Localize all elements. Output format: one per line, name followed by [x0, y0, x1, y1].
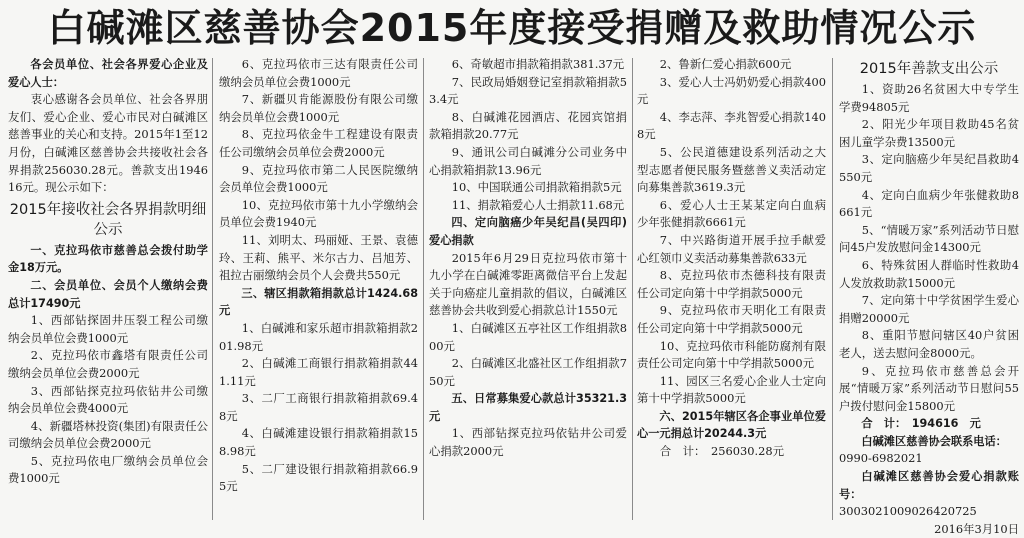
list-item: 7、民政局婚姻登记室捐款箱捐款53.4元: [429, 74, 627, 107]
list-item: 7、中兴路街道开展手拉手献爱心红领巾义卖活动募集善款633元: [637, 232, 826, 265]
column-divider: [212, 58, 213, 520]
list-item: 2、白碱滩区北盛社区工作组捐款750元: [429, 356, 627, 388]
list-item: 2、鲁新仁爱心捐款600元: [659, 57, 792, 71]
account-number: 3003021009026420725: [839, 504, 977, 519]
list-item: 4、白碱滩建设银行捐款箱捐款158.98元: [219, 426, 418, 459]
list-item: 9、克拉玛依市第二人民医院缴纳会员单位会费1000元: [219, 162, 418, 195]
list-item: 11、刘明太、玛丽娅、王景、袁德玲、王莉、熊平、米尔古力、吕旭芳、祖拉古丽缴纳会员个人会费共550元: [219, 232, 418, 283]
donations-total: 合 计： 256030.28元: [659, 444, 785, 459]
notice-date: 2016年3月10日: [934, 521, 1019, 536]
list-item: 3、二厂工商银行捐款箱捐款69.48元: [219, 391, 418, 423]
column-divider: [832, 58, 833, 520]
list-item: 4、新疆塔林投资(集团)有限责任公司缴纳会员单位会费2000元: [8, 418, 208, 451]
column-5: [835, 56, 1023, 536]
contact-phone: 0990-6982021: [839, 451, 923, 466]
column-2: [215, 56, 422, 523]
section-heading: 五、日常募集爱心款总计35321.3元: [429, 392, 627, 423]
list-item: 8、重阳节慰问辖区40户贫困老人，送去慰问金8000元。: [839, 328, 1019, 360]
list-item: 4、定向白血病少年张健救助8661元: [839, 187, 1019, 220]
list-item: 9、克拉玛依市天明化工有限责任公司定向第十中学捐款5000元: [637, 303, 826, 335]
list-item: 1、白碱滩和家乐超市捐款箱捐款201.98元: [219, 320, 418, 353]
list-item: 8、克拉玛依金牛工程建设有限责任公司缴纳会员单位会费2000元: [219, 127, 418, 159]
list-item: 5、克拉玛依电厂缴纳会员单位会费1000元: [8, 453, 208, 486]
list-item: 9、通讯公司白碱滩分公司业务中心捐款箱捐款13.96元: [429, 144, 627, 177]
list-item: 7、新疆贝肯能源股份有限公司缴纳会员单位会费1000元: [219, 92, 418, 124]
list-item: 1、白碱滩区五亭社区工作组捐款800元: [429, 320, 627, 353]
account-label: 白碱滩区慈善协会爱心捐款账号：: [839, 470, 1019, 501]
list-item: 6、克拉玛依市三达有限责任公司缴纳会员单位会费1000元: [219, 57, 418, 89]
section-heading: 六、2015年辖区各企事业单位爱心一元捐总计20244.3元: [637, 409, 826, 441]
column-divider: [423, 58, 424, 520]
list-item: 2、白碱滩工商银行捐款箱捐款441.11元: [219, 356, 418, 388]
list-item: 4、李志萍、李兆智爱心捐款1408元: [637, 109, 826, 142]
list-item: 11、园区三名爱心企业人士定向第十中学捐款5000元: [637, 373, 826, 406]
section-heading: 三、辖区捐款箱捐款总计1424.68元: [219, 286, 418, 318]
contact-label: 白碱滩区慈善协会联系电话：: [861, 434, 1007, 448]
list-item: 2、阳光少年项目救助45名贫困儿童学杂费13500元: [839, 117, 1019, 149]
list-item: 11、捐款箱爱心人士捐款11.68元: [451, 197, 625, 212]
list-item: 2、克拉玛依市鑫塔有限责任公司缴纳会员单位会费2000元: [8, 348, 208, 380]
intro-paragraph: 衷心感谢各会员单位、社会各界朋友们、爱心企业、爱心市民对白碱滩区慈善事业的关心和支持。2015年1至12月份，白碱滩区慈善协会共接收社会各界捐款256030.28元。善款支出194616元。现公示如下：: [8, 92, 208, 195]
greeting: 各会员单位、社会各界爱心企业及爱心人士：: [8, 58, 208, 89]
list-item: 10、克拉玛依市第十九小学缴纳会员单位会费1940元: [219, 197, 418, 230]
column-3: [425, 56, 631, 523]
donations-heading: 2015年接收社会各界捐款明细公示: [9, 201, 207, 238]
list-item: 6、奇敏超市捐款箱捐款381.37元: [451, 57, 625, 71]
list-item: 8、克拉玛依市杰德科技有限责任公司定向第十中学捐款5000元: [637, 268, 826, 300]
list-item: 5、二厂建设银行捐款箱捐款66.95元: [219, 461, 418, 494]
list-item: 10、克拉玛依市科能防腐剂有限责任公司定向第十中学捐款5000元: [637, 338, 826, 371]
list-item: 1、西部钻探固井压裂工程公司缴纳会员单位会费1000元: [8, 313, 208, 345]
list-item: 5、“情暖万家”系列活动节日慰问45户发放慰问金14300元: [839, 222, 1019, 255]
list-item: 3、爱心人士冯奶奶爱心捐款400元: [637, 74, 826, 107]
list-item: 8、白碱滩花园酒店、花园宾馆捐款箱捐款20.77元: [429, 109, 627, 142]
column-1: [4, 56, 212, 523]
notice-title: 白碱滩区慈善协会2015年度接受捐赠及救助情况公示: [47, 6, 977, 50]
paragraph: 2015年6月29日克拉玛依市第十九小学在白碱滩零距离微信平台上发起关于向癌症儿童捐款的倡议，白碱滩区慈善协会共收到爱心捐款总计1550元: [429, 250, 627, 318]
section-heading: 一、克拉玛依市慈善总会拨付助学金18万元。: [8, 243, 208, 275]
list-item: 3、定向脑癌少年吴纪昌救助4550元: [839, 152, 1019, 184]
list-item: 7、定向第十中学贫困学生爱心捐赠20000元: [839, 293, 1019, 325]
expenditure-total: 合 计： 194616 元: [861, 417, 981, 431]
section-heading: 四、定向脑癌少年吴纪昌(吴四印)爱心捐款: [429, 216, 627, 247]
column-4: [633, 56, 830, 523]
list-item: 1、西部钻探克拉玛依钻井公司爱心捐款2000元: [429, 426, 627, 459]
list-item: 10、中国联通公司捐款箱捐款5元: [451, 180, 622, 195]
expenditure-heading: 2015年善款支出公示: [859, 61, 999, 77]
list-item: 6、爱心人士王某某定向白血病少年张健捐款6661元: [637, 197, 826, 230]
list-item: 6、特殊贫困人群临时性救助4人发放救助款15000元: [839, 257, 1019, 290]
list-item: 9、克拉玛依市慈善总会开展“情暖万家”系列活动节日慰问55户拨付慰问金15800元: [839, 363, 1019, 413]
list-item: 3、西部钻探克拉玛依钻井公司缴纳会员单位会费4000元: [8, 383, 208, 416]
list-item: 5、公民道德建设系列活动之大型志愿者便民服务暨慈善义卖活动定向募集善款3619.3元: [637, 144, 826, 195]
list-item: 1、资助26名贫困大中专学生学费94805元: [839, 82, 1019, 114]
section-heading: 二、会员单位、会员个人缴纳会费总计17490元: [8, 278, 208, 310]
